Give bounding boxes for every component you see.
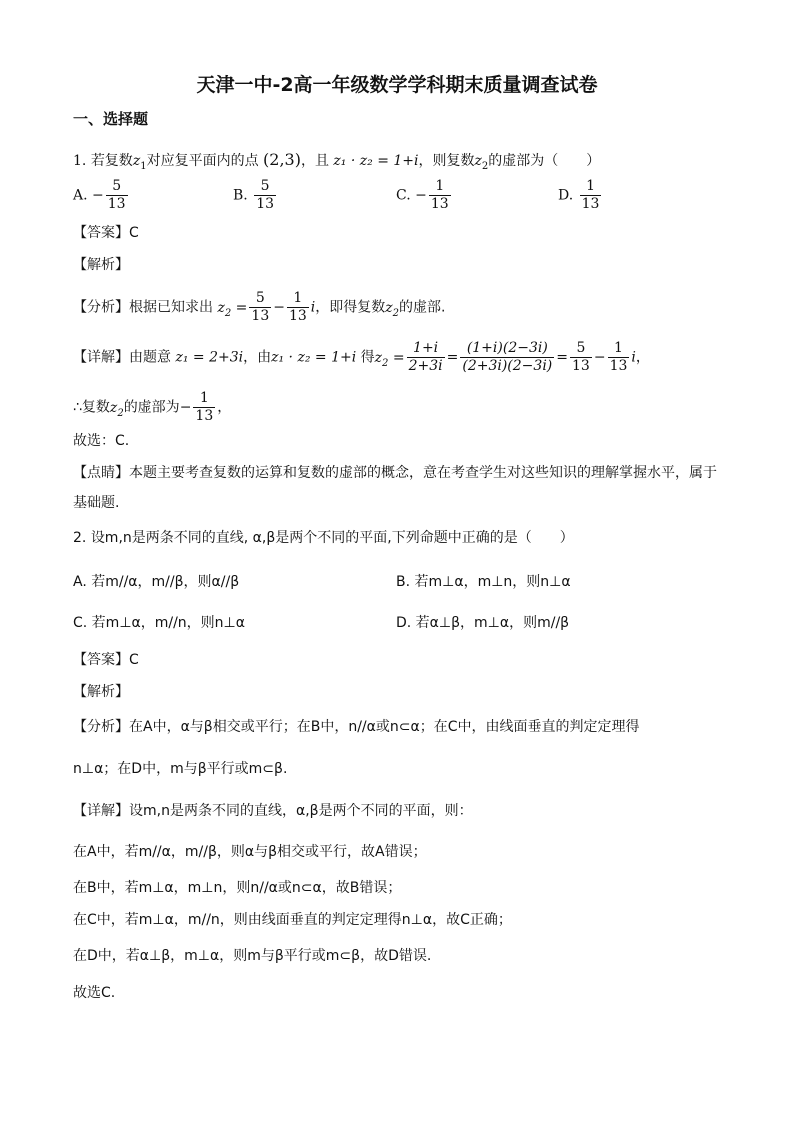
q2-stem: 2. 设m,n是两条不同的直线, α,β是两个不同的平面,下列命题中正确的是（ ）: [73, 530, 574, 546]
q2-option-c: C. 若m⊥α，m//n，则n⊥α: [73, 615, 245, 631]
q2-option-a: A. 若m//α，m//β，则α//β: [73, 574, 240, 590]
q2-detail-d: 在D中，若α⊥β，m⊥α，则m与β平行或m⊂β，故D错误.: [73, 948, 432, 964]
q1-guxuan: 故选：C.: [73, 433, 130, 449]
q2-detail-b: 在B中，若m⊥α，m⊥n，则n//α或n⊂α，故B错误；: [73, 880, 402, 896]
q1-dianjing: 【点睛】本题主要考查复数的运算和复数的虚部的概念，意在考查学生对这些知识的理解掌握水平，属于: [73, 465, 717, 481]
q2-option-b: B. 若m⊥α，m⊥n，则n⊥α: [396, 574, 571, 590]
q1-jiexi: 【解析】: [73, 257, 129, 273]
q2-answer: 【答案】C: [73, 652, 139, 668]
q1-option-b: B. $\frac{5}{13}$: [233, 178, 275, 212]
q1-dianjing-cont: 基础题.: [73, 495, 120, 511]
q2-fenxi-cont: n⊥α；在D中，m与β平行或m⊂β.: [73, 761, 288, 777]
q2-fenxi: 【分析】在A中，α与β相交或平行；在B中，n//α或n⊂α；在C中，由线面垂直的判定定理得: [73, 719, 640, 735]
page-title: 天津一中-2高一年级数学学科期末质量调查试卷: [196, 74, 598, 96]
q2-jiexi: 【解析】: [73, 684, 129, 700]
q1-stem: 1. 若复数$z_1$对应复平面内的点 (2,3)，且 z₁ · z₂ = 1+i，则复数$z_2$的虚部为（ ）: [73, 150, 601, 172]
q1-fenxi: 【分析】根据已知求出 $z_2$ = $\frac{5}{13}$ − $\frac{1}{13}$ i，即得复数$z_2$的虚部.: [73, 290, 446, 324]
section-heading: 一、选择题: [73, 110, 149, 128]
q1-option-a: A. − $\frac{5}{13}$: [73, 178, 126, 212]
q2-xiangjie: 【详解】设m,n是两条不同的直线，α,β是两个不同的平面，则：: [73, 803, 473, 819]
q2-detail-c: 在C中，若m⊥α，m//n，则由线面垂直的判定定理得n⊥α，故C正确；: [73, 912, 512, 928]
q2-guxuan: 故选C.: [73, 985, 116, 1001]
q1-conclusion: ∴复数$z_2$的虚部为− $\frac{1}{13}$ ，: [73, 390, 232, 424]
q2-option-d: D. 若α⊥β，m⊥α，则m//β: [396, 615, 570, 631]
q2-detail-a: 在A中，若m//α，m//β，则α与β相交或平行，故A错误；: [73, 844, 427, 860]
q1-answer: 【答案】C: [73, 225, 139, 241]
q1-xiangjie: 【详解】由题意 z₁ = 2+3i，由z₁ · z₂ = 1+i 得$z_2$ = $\frac{1+i}{2+3i}$ = $\frac{(1+i)(2-3i)}{(2+3i)(2-3i)}$ = $\frac{5}{13}$ − $\frac{1}{13}$ i，: [73, 340, 650, 374]
q1-option-d: D. $\frac{1}{13}$: [558, 178, 600, 212]
q1-option-c: C. − $\frac{1}{13}$: [396, 178, 449, 212]
